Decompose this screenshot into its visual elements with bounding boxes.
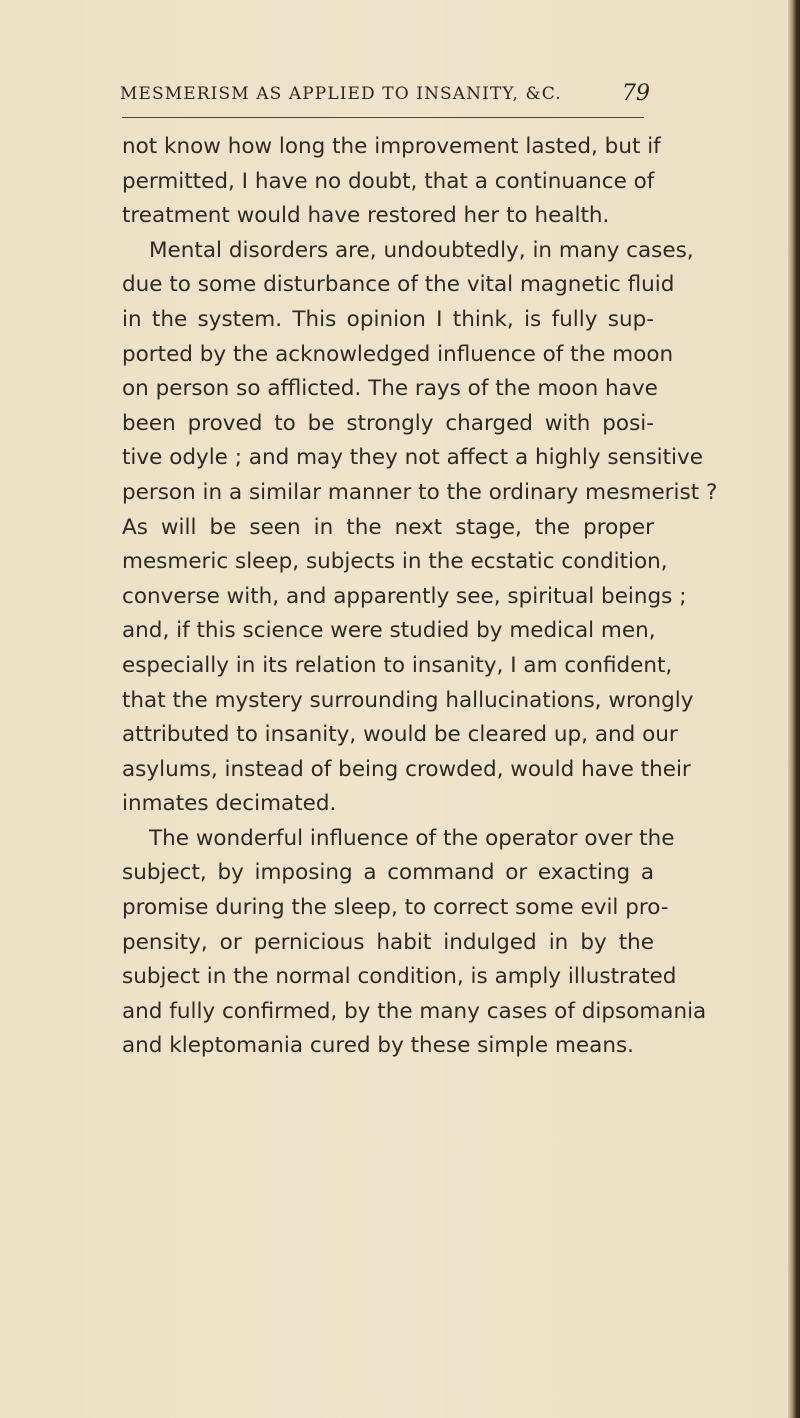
text-line: As will be seen in the next stage, the proper — [122, 514, 654, 540]
text-line: mesmeric sleep, subjects in the ecstatic condition, — [122, 549, 668, 575]
text-line: permitted, I have no doubt, that a continuance of — [122, 168, 655, 194]
text-line: been proved to be strongly charged with posi- — [122, 410, 654, 436]
paragraph-start-line: The wonderful influence of the operator over the — [149, 825, 675, 851]
text-line: promise during the sleep, to correct some evil pro- — [122, 895, 669, 921]
text-line: pensity, or pernicious habit indulged in by the — [122, 929, 654, 955]
text-line: due to some disturbance of the vital magnetic fluid — [122, 272, 675, 298]
paragraph-start-line: Mental disorders are, undoubtedly, in many cases, — [149, 237, 694, 263]
text-line: especially in its relation to insanity, I am confident, — [122, 652, 673, 678]
text-line: on person so afflicted. The rays of the moon have — [122, 376, 658, 402]
body-text — [122, 130, 718, 1064]
text-line: and fully confirmed, by the many cases of dipsomania — [122, 998, 707, 1024]
text-line: in the system. This opinion I think, is fully sup- — [122, 306, 654, 332]
text-line: person in a similar manner to the ordinary mesmerist ? — [122, 479, 718, 505]
text-line: and kleptomania cured by these simple means. — [122, 1033, 634, 1059]
text-line: treatment would have restored her to health. — [122, 203, 610, 229]
text-line: subject, by imposing a command or exacting a — [122, 860, 654, 886]
text-line: subject in the normal condition, is amply illustrated — [122, 964, 677, 990]
page-edge-shadow — [788, 0, 800, 1418]
running-title: MESMERISM AS APPLIED TO INSANITY, &C. — [120, 84, 562, 104]
running-head — [120, 81, 650, 112]
text-line: and, if this science were studied by medical men, — [122, 618, 656, 644]
text-line: that the mystery surrounding hallucinations, wrongly — [122, 687, 694, 713]
page-number: 79 — [622, 81, 650, 106]
text-line: ported by the acknowledged influence of the moon — [122, 341, 674, 367]
text-line: inmates decimated. — [122, 791, 337, 817]
text-line: asylums, instead of being crowded, would have their — [122, 756, 691, 782]
text-line: not know how long the improvement lasted, but if — [122, 134, 661, 159]
text-line: tive odyle ; and may they not affect a highly sensitive — [122, 445, 703, 471]
text-line: converse with, and apparently see, spiritual beings ; — [122, 583, 687, 609]
text-line: attributed to insanity, would be cleared up, and our — [122, 722, 678, 748]
header-rule — [122, 117, 644, 118]
